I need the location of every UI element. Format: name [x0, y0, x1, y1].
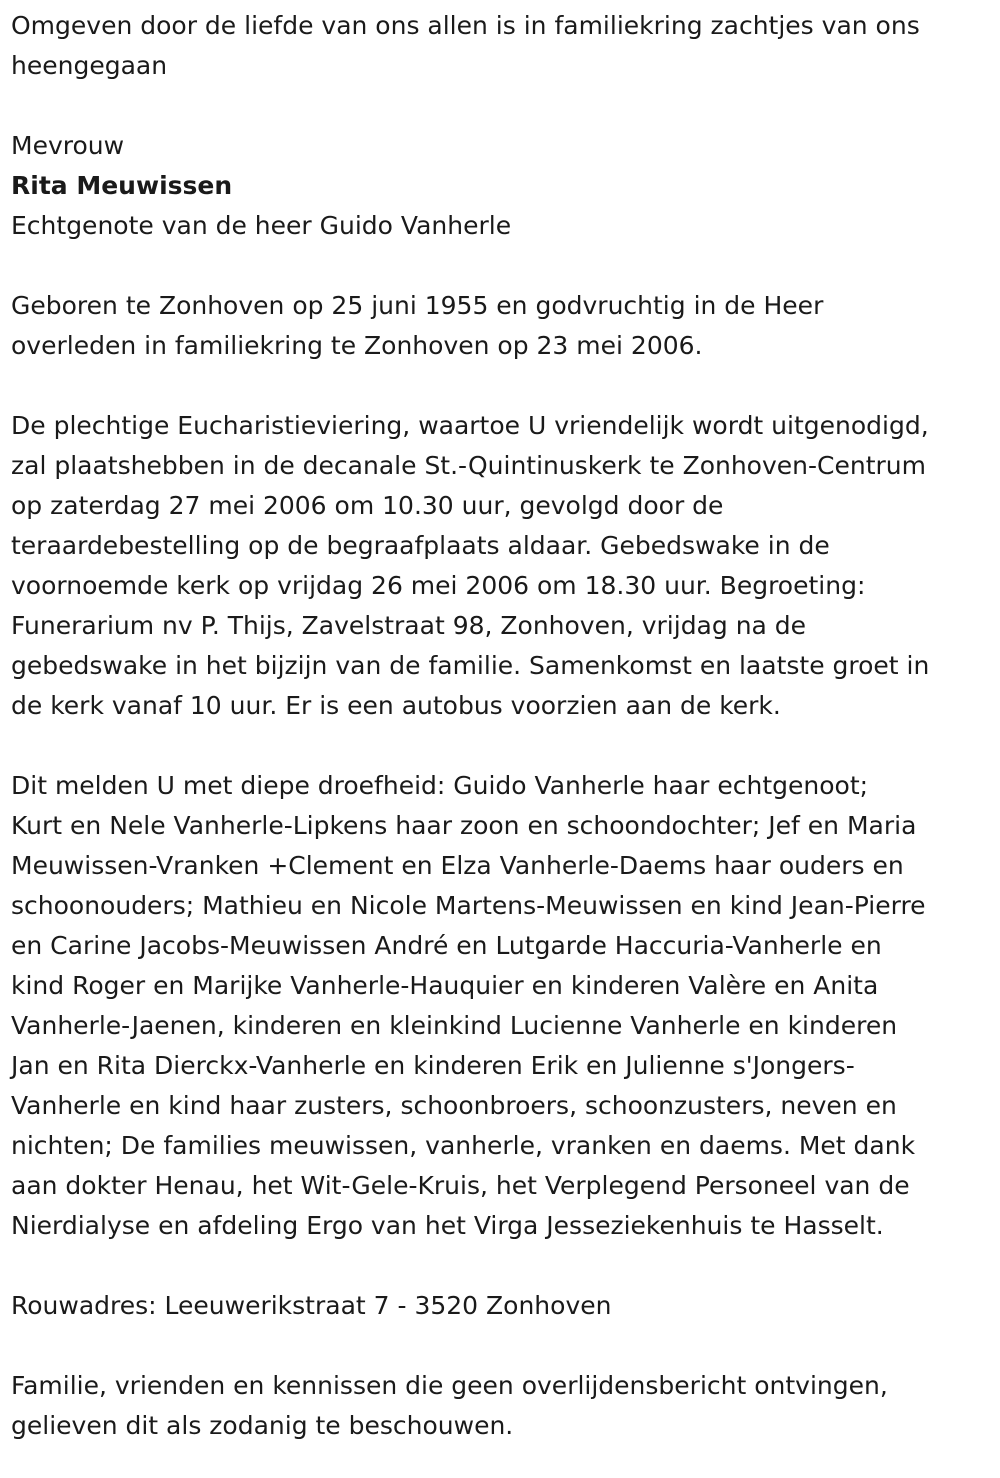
family-line: Dit melden U met diepe droefheid: Guido Vanherle haar echtgenoot;	[11, 771, 869, 800]
mourning-address: Rouwadres: Leeuwerikstraat 7 - 3520 Zonhoven	[11, 1291, 612, 1320]
intro-line: heengegaan	[11, 51, 168, 80]
intro-paragraph	[11, 6, 990, 86]
ceremony-line: De plechtige Eucharistieviering, waartoe U vriendelijk wordt uitgenodigd,	[11, 411, 929, 440]
family-line: Vanherle en kind haar zusters, schoonbroers, schoonzusters, neven en	[11, 1091, 897, 1120]
ceremony-line: teraardebestelling op de begraafplaats aldaar. Gebedswake in de	[11, 531, 830, 560]
family-line: en Carine Jacobs-Meuwissen André en Lutgarde Haccuria-Vanherle en	[11, 931, 882, 960]
address-paragraph	[11, 1286, 990, 1326]
intro-line: Omgeven door de liefde van ons allen is in familiekring zachtjes van ons	[11, 11, 920, 40]
deceased-title: Mevrouw	[11, 131, 125, 160]
ceremony-line: zal plaatshebben in de decanale St.-Quintinuskerk te Zonhoven-Centrum	[11, 451, 926, 480]
closing-line: Familie, vrienden en kennissen die geen overlijdensbericht ontvingen,	[11, 1371, 888, 1400]
ceremony-line: Funerarium nv P. Thijs, Zavelstraat 98, Zonhoven, vrijdag na de	[11, 611, 807, 640]
family-line: Jan en Rita Dierckx-Vanherle en kinderen Erik en Julienne s'Jongers-	[11, 1051, 855, 1080]
ceremony-line: de kerk vanaf 10 uur. Er is een autobus voorzien aan de kerk.	[11, 691, 781, 720]
dates-line: overleden in familiekring te Zonhoven op 23 mei 2006.	[11, 331, 703, 360]
family-line: Kurt en Nele Vanherle-Lipkens haar zoon en schoondochter; Jef en Maria	[11, 811, 917, 840]
dates-paragraph	[11, 286, 990, 366]
family-line: aan dokter Henau, het Wit-Gele-Kruis, het Verplegend Personeel van de	[11, 1171, 910, 1200]
family-paragraph	[11, 766, 990, 1246]
ceremony-paragraph	[11, 406, 990, 726]
family-line: schoonouders; Mathieu en Nicole Martens-Meuwissen en kind Jean-Pierre	[11, 891, 926, 920]
deceased-relation: Echtgenote van de heer Guido Vanherle	[11, 211, 512, 240]
family-line: nichten; De families meuwissen, vanherle, vranken en daems. Met dank	[11, 1131, 916, 1160]
ceremony-line: op zaterdag 27 mei 2006 om 10.30 uur, gevolgd door de	[11, 491, 724, 520]
deceased-block	[11, 126, 990, 246]
ceremony-line: gebedswake in het bijzijn van de familie. Samenkomst en laatste groet in	[11, 651, 930, 680]
closing-paragraph	[11, 1366, 990, 1446]
family-line: Meuwissen-Vranken +Clement en Elza Vanherle-Daems haar ouders en	[11, 851, 904, 880]
deceased-name: Rita Meuwissen	[11, 171, 233, 200]
family-line: Nierdialyse en afdeling Ergo van het Virga Jesseziekenhuis te Hasselt.	[11, 1211, 884, 1240]
ceremony-line: voornoemde kerk op vrijdag 26 mei 2006 om 18.30 uur. Begroeting:	[11, 571, 866, 600]
family-line: Vanherle-Jaenen, kinderen en kleinkind Lucienne Vanherle en kinderen	[11, 1011, 898, 1040]
closing-line: gelieven dit als zodanig te beschouwen.	[11, 1411, 514, 1440]
dates-line: Geboren te Zonhoven op 25 juni 1955 en godvruchtig in de Heer	[11, 291, 824, 320]
family-line: kind Roger en Marijke Vanherle-Hauquier en kinderen Valère en Anita	[11, 971, 879, 1000]
